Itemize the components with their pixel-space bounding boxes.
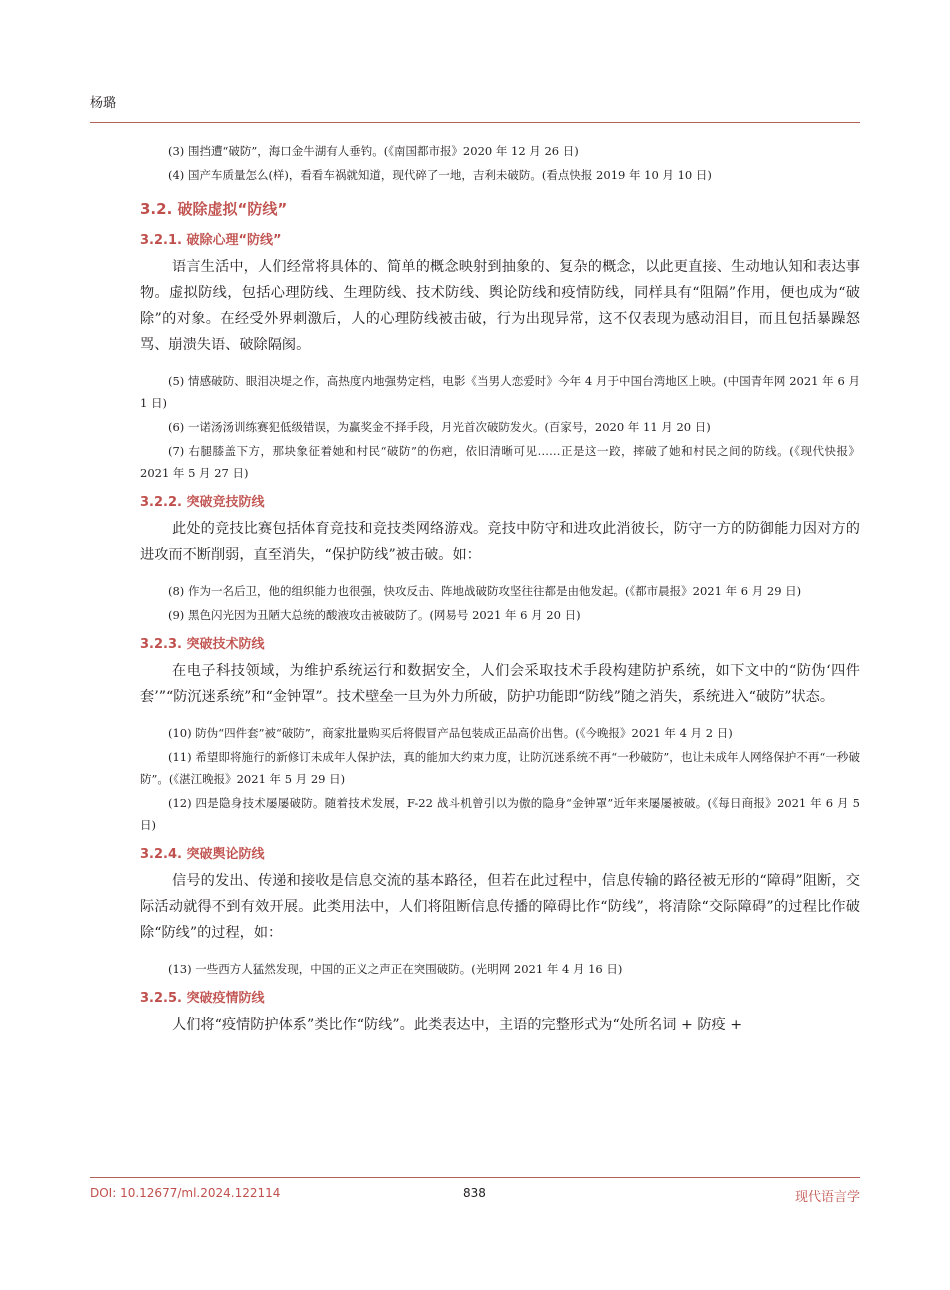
header-divider — [90, 122, 860, 123]
subsection-heading-3-2-3: 3.2.3. 突破技术防线 — [140, 637, 265, 652]
example-8: (8) 作为一名后卫，他的组织能力也很强，快攻反击、阵地战破防攻坚往往都是由他发起。(《都市晨报》2021 年 6 月 29 日) — [168, 584, 802, 598]
running-header-author: 杨璐 — [90, 96, 117, 111]
example-9: (9) 黑色闪光因为丑陋大总统的酸液攻击被破防了。(网易号 2021 年 6 月 20 日) — [168, 608, 581, 622]
example-group-3-2-2 — [140, 580, 860, 626]
subsection-heading-3-2-2: 3.2.2. 突破竞技防线 — [140, 495, 265, 510]
subsection-heading-3-2-1: 3.2.1. 破除心理“防线” — [140, 233, 282, 248]
example-10: (10) 防伪“四件套”被“破防”，商家批量购买后将假冒产品包装成正品高价出售。(《今晚报》2021 年 4 月 2 日) — [168, 726, 733, 740]
main-content — [140, 138, 860, 1038]
example-12: (12) 四是隐身技术屡屡破防。随着技术发展，F-22 战斗机曾引以为傲的隐身“金钟罩”近年来屡屡被破。(《每日商报》2021 年 6 月 5 日) — [140, 796, 860, 832]
example-6: (6) 一诺汤汤训练赛犯低级错误，为赢奖金不择手段，月光首次破防发火。(百家号，2020 年 11 月 20 日) — [168, 420, 711, 434]
example-11: (11) 希望即将施行的新修订未成年人保护法，真的能加大约束力度，让防沉迷系统不再“一秒破防”，也让未成年人网络保护不再“一秒破防”。(《湛江晚报》2021 年 5 月 29 日) — [140, 750, 860, 786]
example-5: (5) 情感破防、眼泪决堤之作，高热度内地强势定档，电影《当男人恋爱时》今年 4 月于中国台湾地区上映。(中国青年网 2021 年 6 月 1 日) — [140, 374, 860, 410]
example-group-3-2-1 — [140, 370, 860, 484]
paragraph-3-2-5: 人们将“疫情防护体系”类比作“防线”。此类表达中，主语的完整形式为“处所名词 + 防疫 + — [172, 1017, 743, 1033]
paragraph-3-2-3: 在电子科技领域，为维护系统运行和数据安全，人们会采取技术手段构建防护系统，如下文中的“防伪‘四件套’”“防沉迷系统”和“金钟罩”。技术壁垒一旦为外力所破，防护功能即“防线”随之消失，系统进入“破防”状态。 — [140, 663, 860, 705]
example-4: (4) 国产车质量怎么(样)，看看车祸就知道，现代碎了一地，吉利未破防。(看点快报 2019 年 10 月 10 日) — [168, 168, 712, 182]
journal-name: 现代语言学 — [794, 1190, 860, 1205]
example-group-3-2-3 — [140, 722, 860, 836]
page-number: 838 — [463, 1186, 486, 1200]
subsection-heading-3-2-4: 3.2.4. 突破舆论防线 — [140, 847, 265, 862]
example-3: (3) 围挡遭“破防”，海口金牛湖有人垂钓。(《南国都市报》2020 年 12 月 26 日) — [168, 144, 579, 158]
example-group-top — [140, 140, 860, 186]
footer-doi: DOI: 10.12677/ml.2024.122114 — [90, 1186, 281, 1200]
example-group-3-2-4 — [140, 958, 860, 980]
subsection-heading-3-2-5: 3.2.5. 突破疫情防线 — [140, 991, 265, 1006]
example-7: (7) 右腿膝盖下方，那块象征着她和村民“破防”的伤疤，依旧清晰可见……正是这一跤，摔破了她和村民之间的防线。(《现代快报》2021 年 5 月 27 日) — [140, 444, 860, 480]
section-heading: 3.2. 破除虚拟“防线” — [140, 200, 288, 218]
example-13: (13) 一些西方人猛然发现，中国的正义之声正在突围破防。(光明网 2021 年 4 月 16 日) — [168, 962, 623, 976]
paragraph-3-2-2: 此处的竞技比赛包括体育竞技和竞技类网络游戏。竞技中防守和进攻此消彼长，防守一方的防御能力因对方的进攻而不断削弱，直至消失，“保护防线”被击破。如： — [140, 521, 860, 563]
paragraph-3-2-1: 语言生活中，人们经常将具体的、简单的概念映射到抽象的、复杂的概念，以此更直接、生动地认知和表达事物。虚拟防线，包括心理防线、生理防线、技术防线、舆论防线和疫情防线，同样具有“阻隔”作用，便也成为“破除”的对象。在经受外界刺激后，人的心理防线被击破，行为出现异常，这不仅表现为感动泪目，而且包括暴躁怒骂、崩溃失语、破除隔阂。 — [140, 259, 860, 353]
paragraph-3-2-4: 信号的发出、传递和接收是信息交流的基本路径，但若在此过程中，信息传输的路径被无形的“障碍”阻断，交际活动就得不到有效开展。此类用法中，人们将阻断信息传播的障碍比作“防线”，将清除“交际障碍”的过程比作破除“防线”的过程，如： — [140, 873, 860, 941]
footer-divider — [90, 1177, 860, 1178]
